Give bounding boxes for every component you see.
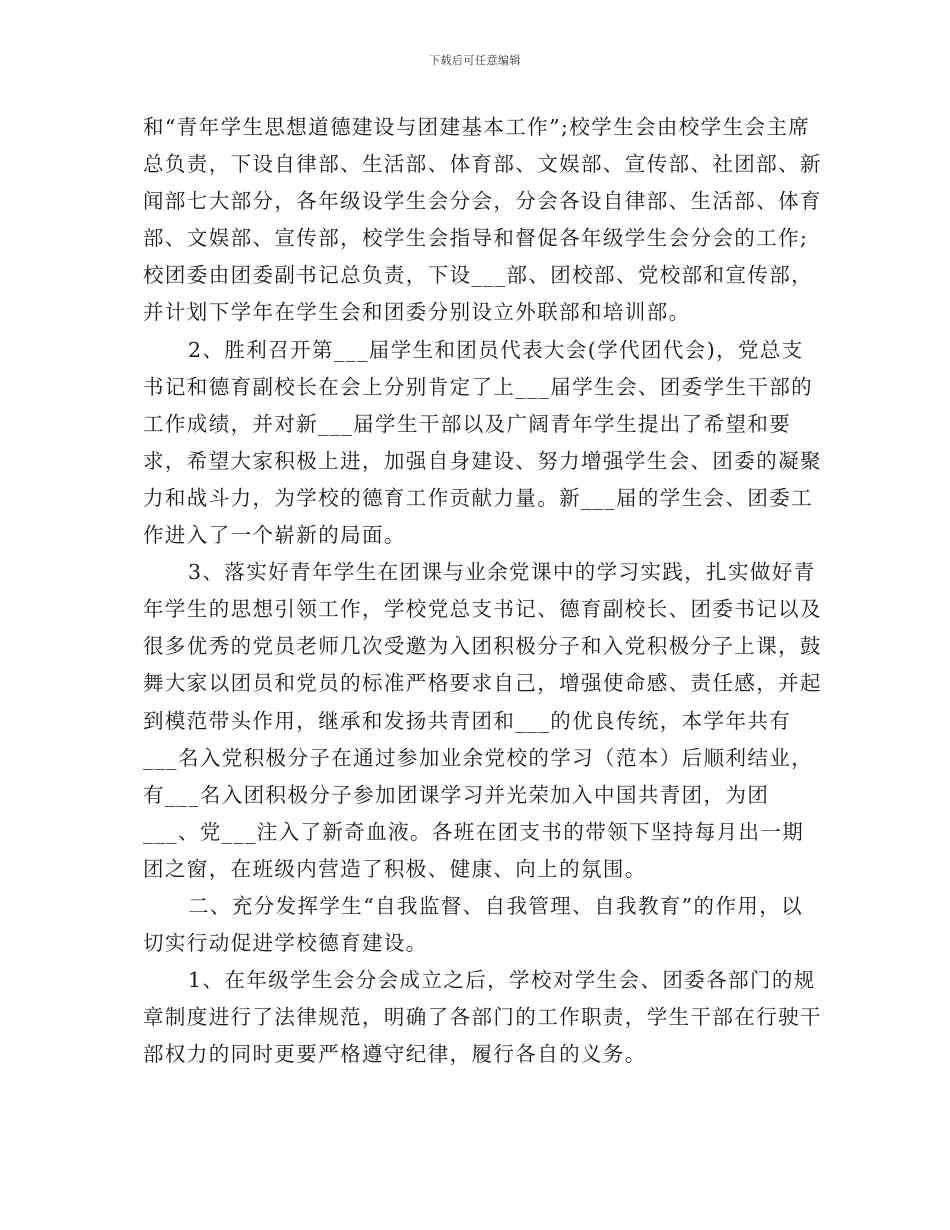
document-body	[143, 109, 823, 1073]
section-heading-paragraph: 二、充分发挥学生“自我监督、自我管理、自我教育”的作用，以切实行动促进学校德育建设。	[143, 893, 804, 956]
paragraph: 和“青年学生思想道德建设与团建基本工作”;校学生会由校学生会主席总负责，下设自律部、生活部、体育部、文娱部、宣传部、社团部、新闻部七大部分，各年级设学生会分会，分会各设自律部、生活部、体育部、文娱部、宣传部，校学生会指导和督促各年级学生会分会的工作;校团委由团委副书记总负责，下设___部、团校部、党校部和宣传部，并计划下学年在学生会和团委分别设立外联部和培训部。	[143, 115, 822, 325]
paragraph: 3、落实好青年学生在团课与业余党课中的学习实践，扎实做好青年学生的思想引领工作，学校党总支书记、德育副校长、团委书记以及很多优秀的党员老师几次受邀为入团积极分子和入党积极分子上课，鼓舞大家以团员和党员的标准严格要求自己，增强使命感、责任感，并起到模范带头作用，继承和发扬共青团和___的优良传统，本学年共有___名入党积极分子在通过参加业余党校的学习（范本）后顺利结业，有___名入团积极分子参加团课学习并光荣加入中国共青团，为团___、党___注入了新奇血液。各班在团支书的带领下坚持每月出一期团之窗，在班级内营造了积极、健康、向上的氛围。	[143, 560, 822, 881]
paragraph: 1、在年级学生会分会成立之后，学校对学生会、团委各部门的规章制度进行了法律规范，明确了各部门的工作职责，学生干部在行驶干部权力的同时更要严格遵守纪律，履行各自的义务。	[143, 968, 822, 1067]
page-header: 下载后可任意编辑	[429, 54, 521, 67]
paragraph: 2、胜利召开第___届学生和团员代表大会(学代团代会)，党总支书记和德育副校长在会上分别肯定了上___届学生会、团委学生干部的工作成绩，并对新___届学生干部以及广阔青年学生提出了希望和要求，希望大家积极上进，加强自身建设、努力增强学生会、团委的凝聚力和战斗力，为学校的德育工作贡献力量。新___届的学生会、团委工作进入了一个崭新的局面。	[143, 337, 822, 548]
